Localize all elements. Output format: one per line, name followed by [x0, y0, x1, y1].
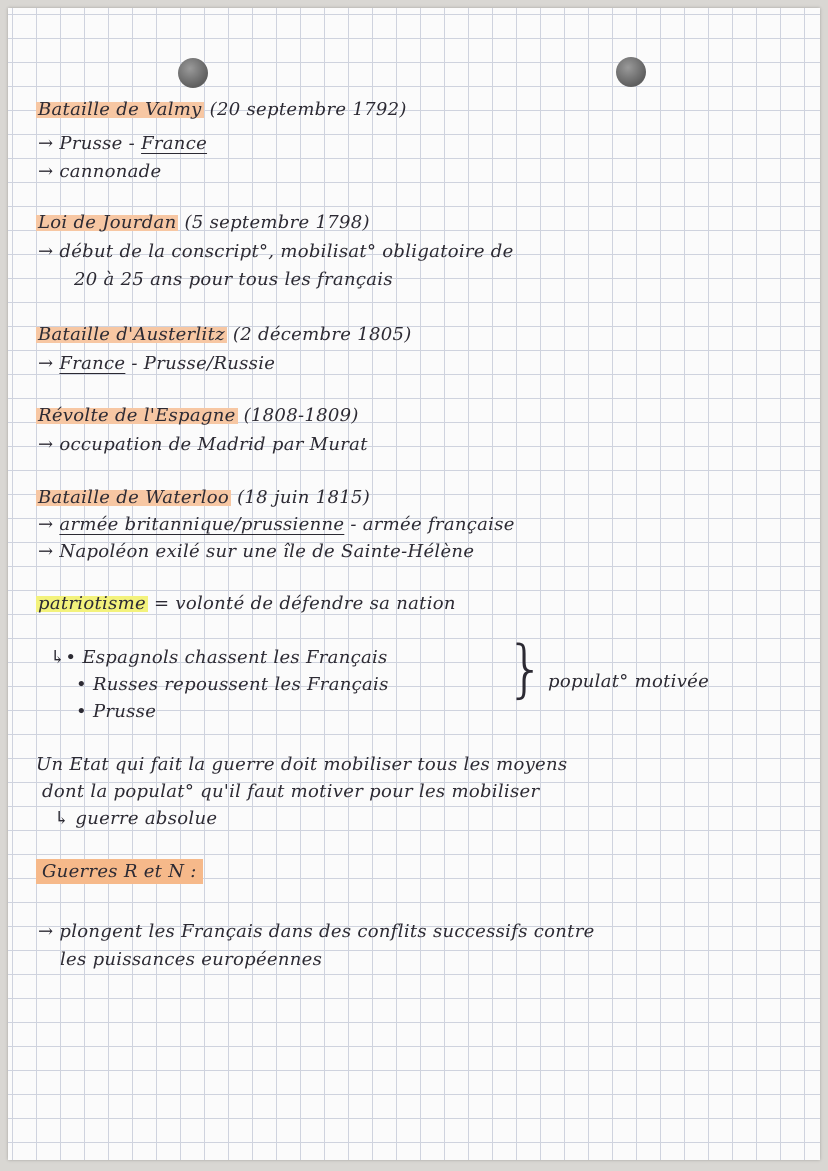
jourdan-date: (5 septembre 1798): [184, 212, 370, 233]
austerlitz-line1-suffix: - Prusse/Russie: [125, 353, 276, 374]
austerlitz-line1-underlined: France: [59, 353, 126, 374]
waterloo-line1-suffix: - armée française: [344, 514, 515, 535]
guerres-heading: [36, 860, 203, 884]
waterloo-arrow: →: [38, 514, 60, 535]
patriotisme-definition: [36, 592, 456, 616]
waterloo-date: (18 juin 1815): [237, 487, 371, 508]
jourdan-line2: 20 à 25 ans pour tous les français: [74, 269, 393, 290]
guerres-line2: les puissances européennes: [60, 949, 323, 970]
patriotisme-bullet1: ↳• Espagnols chassent les Français: [50, 647, 388, 668]
patriotisme-brace-label: populat° motivée: [548, 671, 710, 692]
espagne-date: (1808-1809): [243, 405, 359, 426]
espagne-title: Révolte de l'Espagne: [38, 405, 236, 426]
waterloo-line2: → Napoléon exilé sur une île de Sainte-Hélène: [38, 541, 475, 562]
notebook-page: [8, 8, 820, 1160]
austerlitz-title: Bataille d'Austerlitz: [38, 324, 225, 345]
patriotisme-text: = volonté de défendre sa nation: [147, 593, 456, 614]
valmy-line2: → cannonade: [38, 161, 162, 182]
etat-line3: ↳ guerre absolue: [54, 808, 218, 829]
austerlitz-heading: [36, 323, 412, 347]
patriotisme-term: patriotisme: [38, 593, 146, 614]
austerlitz-line1: [38, 352, 275, 376]
espagne-heading: [36, 404, 359, 428]
guerres-line1: → plongent les Français dans des conflits successifs contre: [38, 921, 595, 942]
valmy-date: (20 septembre 1792): [209, 99, 407, 120]
patriotisme-bullet3: • Prusse: [76, 701, 157, 722]
jourdan-title: Loi de Jourdan: [38, 212, 177, 233]
waterloo-line1-underlined: armée britannique/prussienne: [59, 514, 345, 535]
espagne-line1: → occupation de Madrid par Murat: [38, 434, 368, 455]
austerlitz-arrow: →: [38, 353, 60, 374]
valmy-line1-underlined: France: [141, 133, 208, 154]
jourdan-heading: [36, 211, 370, 235]
jourdan-line1: → début de la conscript°, mobilisat° obligatoire de: [38, 241, 514, 262]
austerlitz-date: (2 décembre 1805): [232, 324, 412, 345]
punch-hole-left: [178, 58, 208, 88]
waterloo-line1: [38, 513, 515, 537]
brace-mark: }: [506, 632, 546, 705]
punch-hole-right: [616, 57, 646, 87]
valmy-title: Bataille de Valmy: [38, 99, 202, 120]
guerres-title: Guerres R et N :: [36, 859, 203, 884]
etat-line2: dont la populat° qu'il faut motiver pour les mobiliser: [42, 781, 540, 802]
valmy-line1: [38, 132, 207, 156]
waterloo-title: Bataille de Waterloo: [38, 487, 230, 508]
valmy-line1-prefix: → Prusse -: [38, 133, 142, 154]
etat-line1: Un Etat qui fait la guerre doit mobiliser tous les moyens: [36, 754, 568, 775]
patriotisme-bullet2: • Russes repoussent les Français: [76, 674, 389, 695]
waterloo-heading: [36, 486, 370, 510]
valmy-heading: [36, 98, 407, 122]
